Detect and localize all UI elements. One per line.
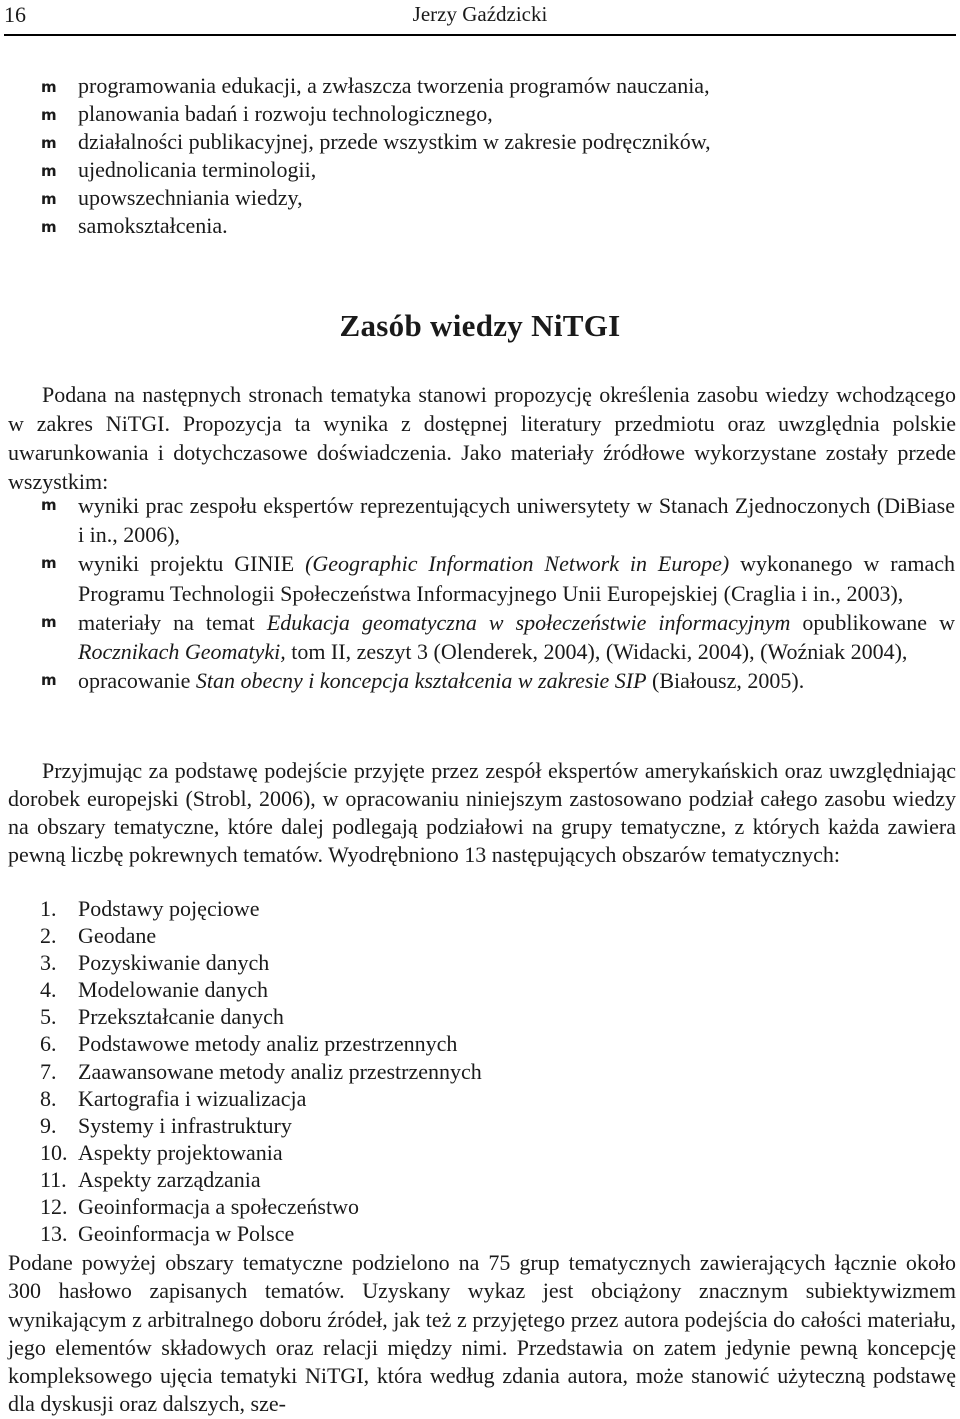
bullet-icon: m bbox=[41, 554, 57, 573]
list-item: m opracowanie Stan obecny i koncepcja kształcenia w zakresie SIP (Białousz, 2005). bbox=[41, 668, 805, 694]
section-title: Zasób wiedzy NiTGI bbox=[339, 308, 621, 343]
list-item: m wyniki projektu GINIE (Geographic Information Network in Europe) wykonanego w ramach Programu Technologii Społeczeństwa Informacyjnego Unii Europejskiej (Craglia i in., 2003), bbox=[41, 551, 956, 606]
bullet-icon: m bbox=[41, 496, 57, 514]
bullet-icon: m bbox=[41, 134, 57, 152]
list-item: 9. Systemy i infrastruktury bbox=[40, 1112, 292, 1138]
bullet-icon: m bbox=[41, 190, 57, 208]
list-item: m materiały na temat Edukacja geomatyczna w społeczeństwie informacyjnym opublikowane w Rocznikach Geomatyki, tom II, zeszyt 3 (Olenderek, 2004), (Widacki, 2004), (Woźniak 2004), bbox=[41, 609, 955, 665]
bullet-icon: m bbox=[41, 162, 57, 180]
list-item: 8. Kartografia i wizualizacja bbox=[40, 1085, 307, 1111]
list-item: 5. Przekształcanie danych bbox=[40, 1004, 284, 1030]
list-item: m wyniki prac zespołu ekspertów reprezentujących uniwersytety w Stanach Zjednoczonych (DiBiase i in., 2006), bbox=[41, 493, 955, 548]
purpose-list bbox=[41, 72, 921, 240]
conclusion-paragraph: Podane powyżej obszary tematyczne podzielono na 75 grup tematycznych zawierających łącznie około 300 hasłowo zapisanych tematów. Uzyskany wykaz jest obciążony znacznym subiektywizmem wynikającym z arbitralnego doboru źródeł, jak też z przyjętego przez autora podejścia do całości materiału, jego elementów składowych oraz relacji między nimi. Przedstawia on zatem jedynie pewną koncepcję kompleksowego ujęcia tematyki NiTGI, która według zdania autora, może stanowić użyteczną podstawę dla dyskusji oraz dalszych, sze- bbox=[8, 1250, 956, 1417]
running-head-author: Jerzy Gaździcki bbox=[412, 2, 548, 26]
page-header bbox=[4, 0, 956, 36]
list-item: 6. Podstawowe metody analiz przestrzennych bbox=[40, 1031, 458, 1057]
bullet-icon: m bbox=[41, 106, 57, 124]
method-paragraph: Przyjmując za podstawę podejście przyjęte przez zespół ekspertów amerykańskich oraz uwzględniając dorobek europejski (Strobl, 2006), w opracowaniu niniejszym zastosowano podział całego zasobu wiedzy na obszary tematyczne, które dalej podlegają podziałowi na grupy tematyczne, z których każda zawiera pewną liczbę pokrewnych tematów. Wyodrębniono 13 następujących obszarów tematycznych: bbox=[8, 758, 956, 867]
list-item: 3. Pozyskiwanie danych bbox=[40, 950, 270, 976]
list-item: m upowszechniania wiedzy, bbox=[41, 184, 921, 212]
bullet-icon: m bbox=[41, 78, 57, 96]
intro-paragraph: Podana na następnych stronach tematyka stanowi propozycję określenia zasobu wiedzy wchodzącego w zakres NiTGI. Propozycja ta wynika z dostępnej literatury przedmiotu oraz uwzględnia polskie uwarunkowania i dotychczasowe doświadczenia. Jako materiały źródłowe wykorzystane zostały przede wszystkim: bbox=[8, 382, 956, 494]
list-item: m programowania edukacji, a zwłaszcza tworzenia programów nauczania, bbox=[41, 72, 921, 100]
list-item: 12. Geoinformacja a społeczeństwo bbox=[40, 1194, 359, 1220]
list-item: m działalności publikacyjnej, przede wszystkim w zakresie podręczników, bbox=[41, 128, 921, 156]
list-item: 11. Aspekty zarządzania bbox=[40, 1166, 261, 1192]
page-number: 16 bbox=[4, 2, 26, 27]
list-item: m ujednolicania terminologii, bbox=[41, 156, 921, 184]
list-item: 13. Geoinformacja w Polsce bbox=[40, 1221, 295, 1247]
sources-list bbox=[41, 491, 955, 695]
list-item: m samokształcenia. bbox=[41, 212, 921, 240]
list-item: m planowania badań i rozwoju technologicznego, bbox=[41, 100, 921, 128]
list-item: 1. Podstawy pojęciowe bbox=[40, 896, 260, 921]
bullet-icon: m bbox=[41, 671, 57, 690]
bullet-icon: m bbox=[41, 612, 57, 631]
list-item: 4. Modelowanie danych bbox=[40, 977, 268, 1003]
bullet-icon: m bbox=[41, 218, 57, 236]
list-item: 2. Geodane bbox=[40, 923, 157, 949]
list-item: 10. Aspekty projektowania bbox=[40, 1139, 283, 1165]
thematic-areas-list bbox=[40, 895, 482, 1247]
list-item: 7. Zaawansowane metody analiz przestrzennych bbox=[40, 1058, 482, 1084]
